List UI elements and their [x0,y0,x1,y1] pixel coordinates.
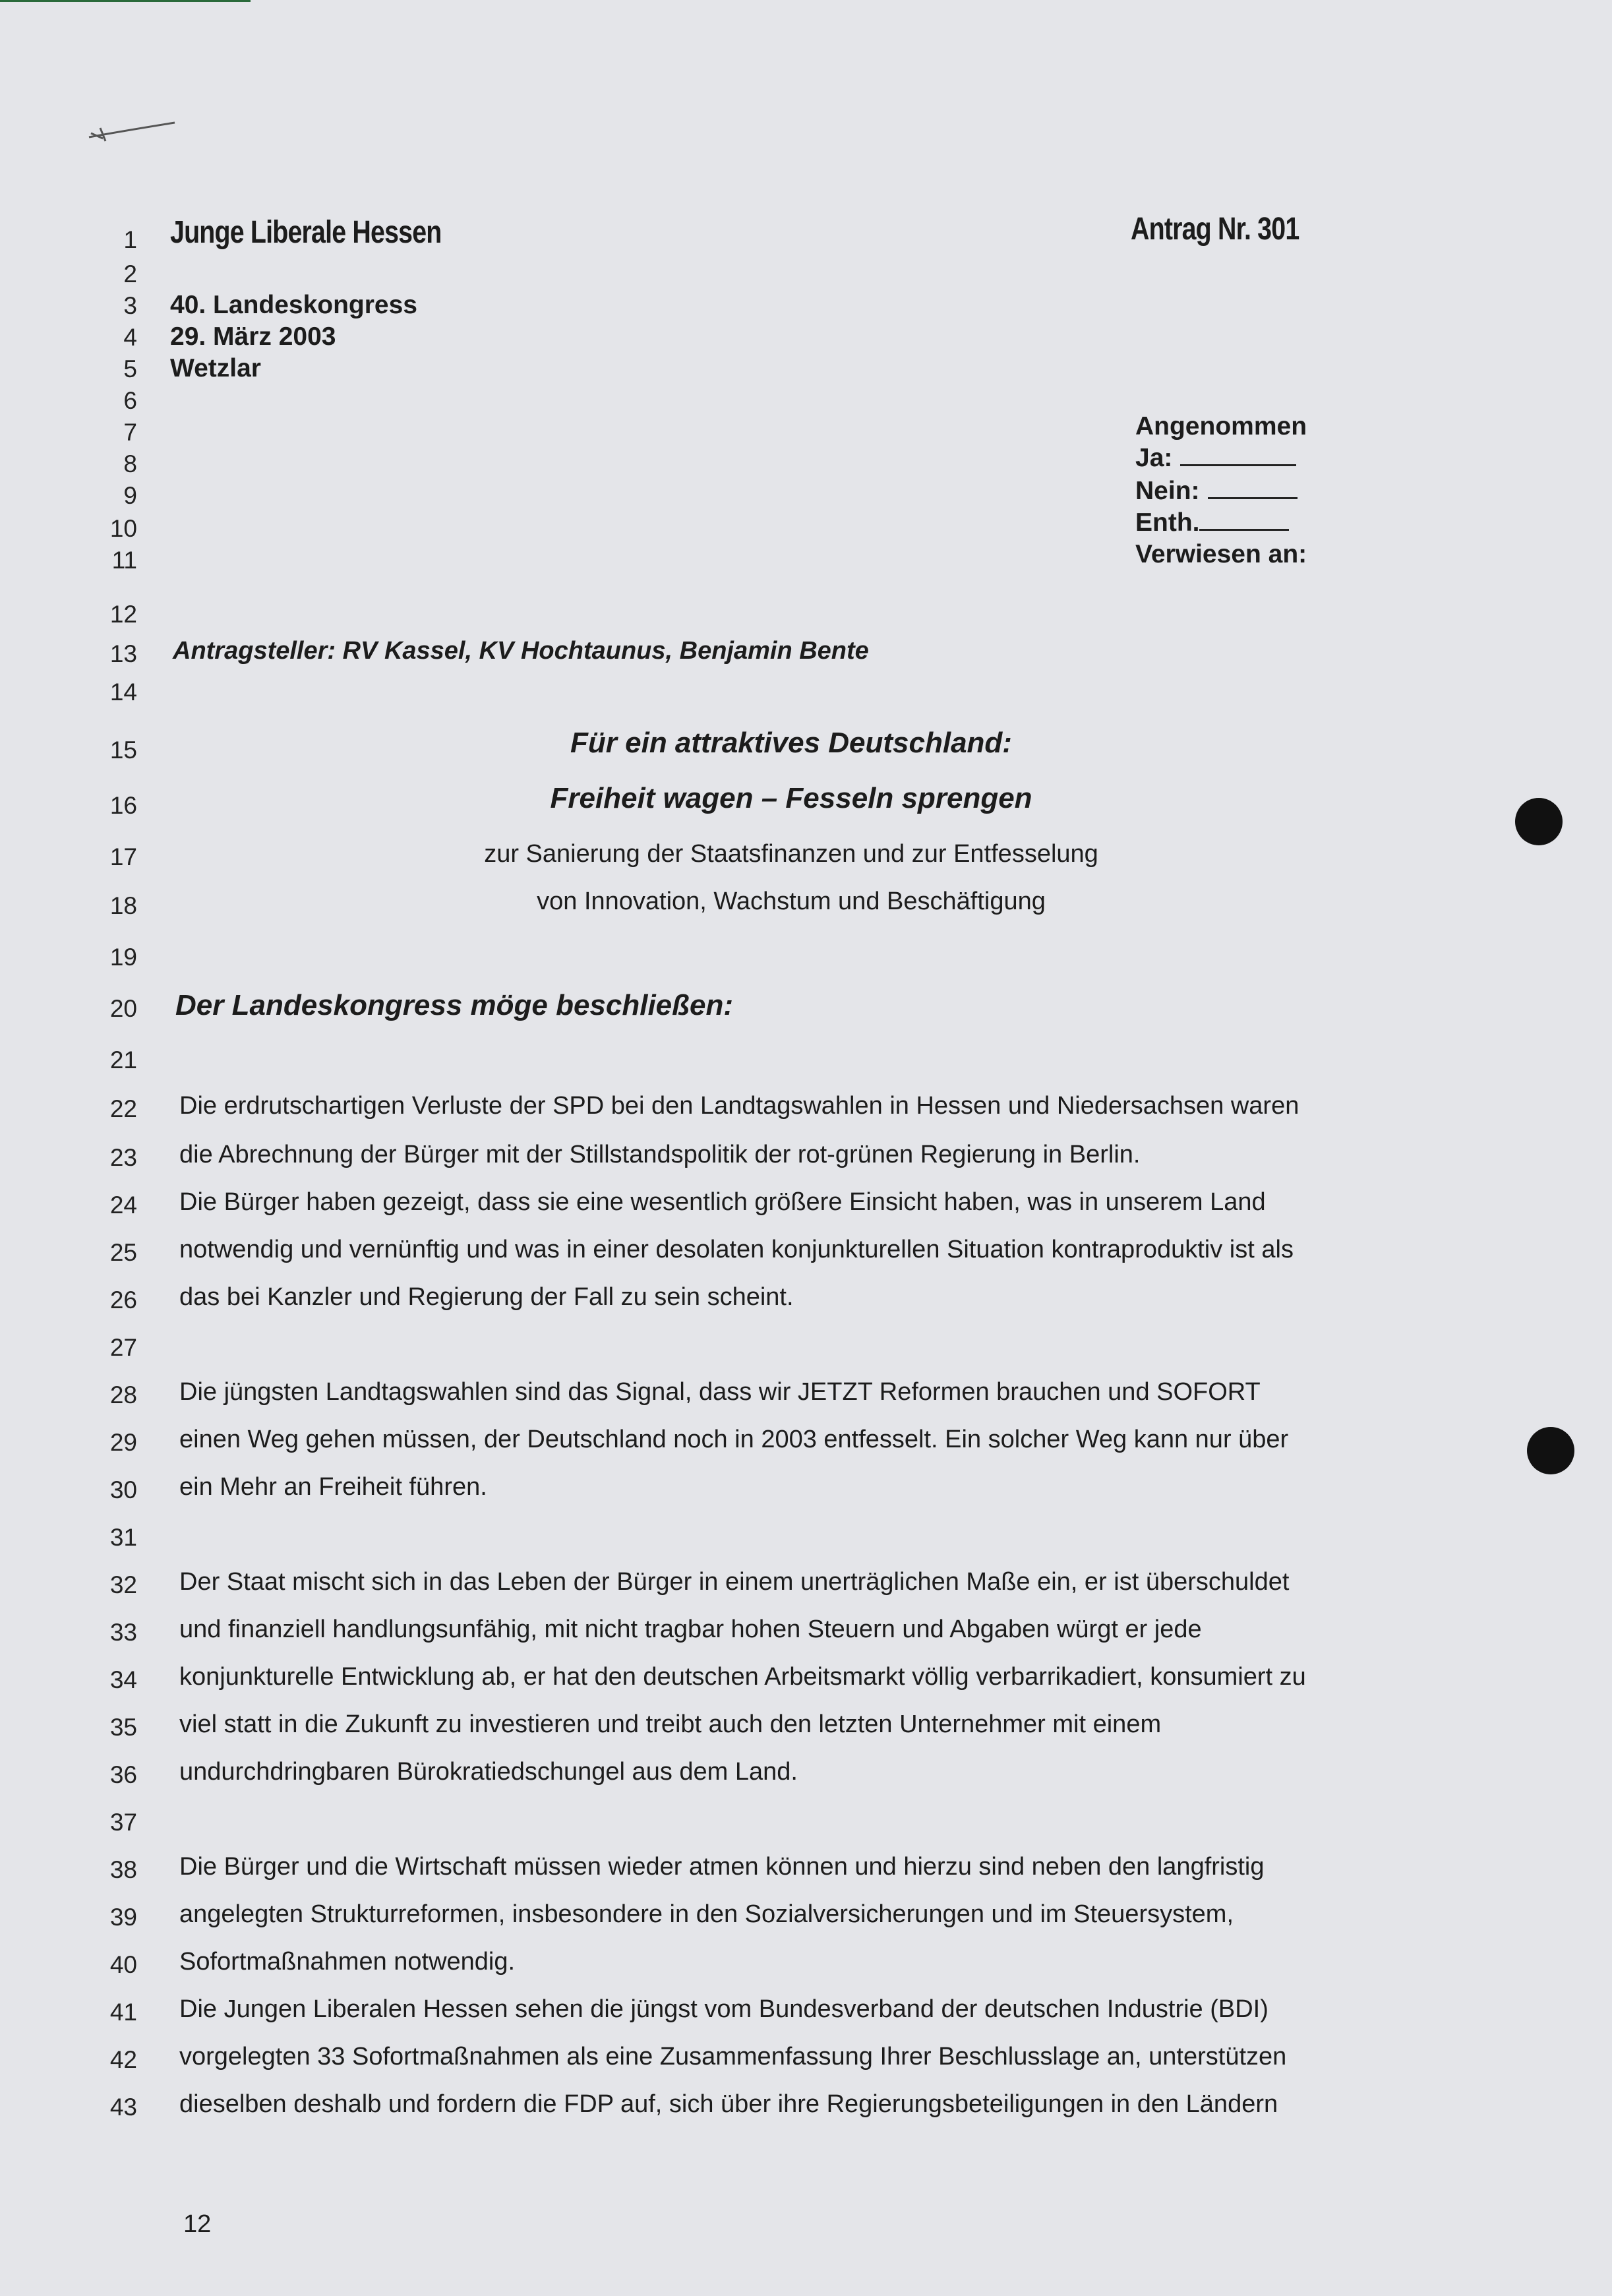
line-number: 34 [109,1666,137,1693]
line-number: 24 [109,1192,137,1219]
handwritten-mark-icon [86,119,178,145]
line-number: 11 [111,547,137,574]
vote-yes-field[interactable] [1135,443,1296,473]
line-number: 22 [109,1095,137,1122]
line-number: 17 [109,843,137,870]
line-number: 13 [109,640,137,667]
motion-number: Antrag Nr. 301 [1131,212,1299,247]
line-number: 31 [109,1524,137,1551]
title-line-2: Freiheit wagen – Fesseln sprengen [550,782,1032,814]
punch-hole-bottom [1527,1427,1574,1474]
resolution-heading: Der Landeskongress möge beschließen: [175,989,734,1021]
body-line: notwendig und vernünftig und was in einer desolaten konjunkturellen Situation kontraproduktiv ist als [179,1236,1294,1263]
body-line: dieselben deshalb und fordern die FDP auf, sich über ihre Regierungsbeteiligungen in den Ländern [179,2090,1278,2118]
line-number: 43 [109,2094,137,2121]
vote-abstain-label: Enth. [1135,508,1200,537]
congress-location: Wetzlar [170,354,261,382]
line-number: 15 [109,737,137,764]
line-number: 36 [109,1761,137,1788]
line-number: 4 [123,324,137,351]
line-number: 38 [109,1856,137,1883]
body-line: und finanziell handlungsunfähig, mit nicht tragbar hohen Steuern und Abgaben würgt er jede [179,1616,1202,1643]
line-number: 19 [109,944,137,971]
line-number: 33 [109,1619,137,1646]
line-number: 41 [109,1999,137,2026]
line-number: 14 [109,679,137,706]
scan-edge-line [0,0,251,2]
line-number: 39 [109,1904,137,1931]
subtitle-line-2: von Innovation, Wachstum und Beschäftigung [537,888,1046,915]
line-number: 28 [109,1381,137,1408]
body-line: vorgelegten 33 Sofortmaßnahmen als eine Zusammenfassung Ihrer Beschlusslage an, unterstützen [179,2043,1287,2070]
line-number: 7 [123,419,137,446]
line-number: 26 [109,1286,137,1314]
title-line-1: Für ein attraktives Deutschland: [570,727,1012,759]
congress-date: 29. März 2003 [170,322,336,351]
body-line: Die erdrutschartigen Verluste der SPD bei den Landtagswahlen in Hessen und Niedersachsen waren [179,1092,1299,1120]
subtitle-line-1: zur Sanierung der Staatsfinanzen und zur Entfesselung [484,840,1098,868]
vote-no-field[interactable] [1135,476,1298,506]
organization-name: Junge Liberale Hessen [170,215,442,250]
line-number: 27 [109,1334,137,1361]
line-number: 35 [109,1714,137,1741]
vote-abstain-field[interactable] [1135,508,1289,538]
body-line: die Abrechnung der Bürger mit der Stillstandspolitik der rot-grünen Regierung in Berlin. [179,1141,1141,1168]
line-number: 9 [123,482,137,509]
body-line: angelegten Strukturreformen, insbesondere in den Sozialversicherungen und im Steuersystem, [179,1900,1234,1928]
body-line: Der Staat mischt sich in das Leben der Bürger in einem unerträglichen Maße ein, er ist überschuldet [179,1568,1290,1596]
line-number: 18 [109,892,137,919]
body-line: konjunkturelle Entwicklung ab, er hat den deutschen Arbeitsmarkt völlig verbarrikadiert, konsumiert zu [179,1663,1306,1691]
congress-name: 40. Landeskongress [170,291,417,319]
line-number: 37 [109,1809,137,1836]
vote-referred-label: Verwiesen an: [1135,540,1307,568]
body-line: Die Bürger und die Wirtschaft müssen wieder atmen können und hierzu sind neben den langfristig [179,1853,1265,1881]
line-number: 10 [109,515,137,542]
line-number: 3 [123,292,137,319]
line-number: 2 [123,260,137,287]
line-number: 1 [123,226,137,253]
body-line: das bei Kanzler und Regierung der Fall zu sein scheint. [179,1283,794,1311]
vote-yes-label: Ja: [1135,444,1173,472]
applicants: Antragsteller: RV Kassel, KV Hochtaunus, Benjamin Bente [173,637,869,665]
body-line: ein Mehr an Freiheit führen. [179,1473,487,1501]
body-line: Die Jungen Liberalen Hessen sehen die jüngst vom Bundesverband der deutschen Industrie (BDI) [179,1995,1269,2023]
body-line: viel statt in die Zukunft zu investieren und treibt auch den letzten Unternehmer mit einem [179,1710,1162,1738]
page-number: 12 [183,2210,212,2238]
vote-no-label: Nein: [1135,477,1200,505]
line-number: 29 [109,1429,137,1456]
line-number: 8 [123,450,137,477]
line-number: 16 [109,792,137,819]
line-number: 30 [109,1476,137,1503]
body-line: Sofortmaßnahmen notwendig. [179,1948,516,1976]
punch-hole-top [1515,798,1563,845]
line-number: 32 [109,1571,137,1598]
body-line: undurchdringbaren Bürokratiedschungel aus dem Land. [179,1758,798,1786]
line-number: 21 [109,1046,137,1073]
line-number: 12 [109,601,137,628]
line-number: 5 [123,355,137,382]
body-line: Die Bürger haben gezeigt, dass sie eine wesentlich größere Einsicht haben, was in unserem Land [179,1188,1266,1216]
line-number: 25 [109,1239,137,1266]
line-number: 20 [109,995,137,1022]
line-number: 42 [109,2046,137,2073]
vote-accepted-label: Angenommen [1135,412,1307,440]
line-number: 23 [109,1144,137,1171]
line-number: 6 [123,387,137,414]
line-number: 40 [109,1951,137,1978]
body-line: Die jüngsten Landtagswahlen sind das Signal, dass wir JETZT Reformen brauchen und SOFORT [179,1378,1261,1406]
body-line: einen Weg gehen müssen, der Deutschland noch in 2003 entfesselt. Ein solcher Weg kann nur über [179,1426,1289,1453]
